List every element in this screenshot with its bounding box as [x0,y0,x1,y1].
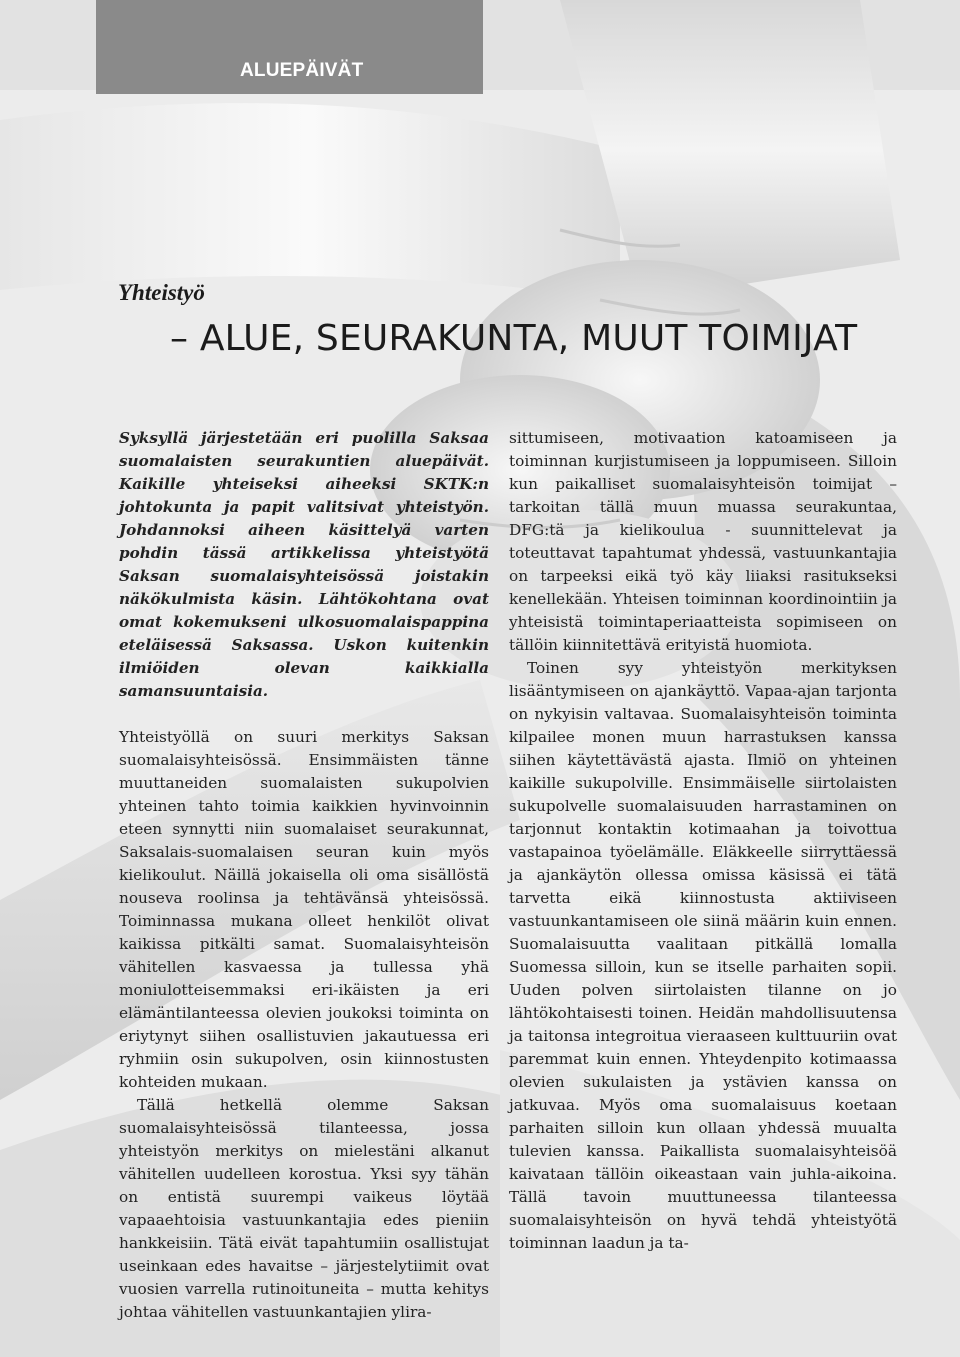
article-paragraph-2-continued: sittumiseen, motivaation katoamiseen ja toiminnan kurjistumiseen ja loppumiseen. Silloin kun paikalliset suomalaisyhteisön toimijat – tarkoitan tällä muun muassa seurakuntaa, DFG:tä ja kielikoulua - suunnittelevat ja toteuttavat tapahtumat yhdessä, vastuunkantajia on tarpeeksi eikä työ käy liiaksi rasitukseksi kenellekään. Yhteisen toiminnan koordinointiin ja yhteisistä toimintaperiaatteista sopimiseen on tällöin kiinnitettävä erityistä huomiota. [509,429,897,654]
article-column-left [119,427,489,1324]
section-label: ALUEPÄIVÄT [240,60,364,81]
article-lead: Syksyllä järjestetään eri puolilla Saksaa suomalaisten seurakuntien aluepäivät. Kaikille yhteiseksi aiheeksi SKTK:n johtokunta ja papit valitsivat yhteistyön. Johdannoksi aiheen käsittelyä varten pohdin tässä artikkelissa yhteistyötä Saksan suomalaisyhteisössä joistakin näkökulmista käsin. Lähtökohtana ovat omat kokemukseni ulkosuomalaispappina eteläisessä Saksassa. Uskon kuitenkin ilmiöiden olevan kaikkialla samansuuntaisia. [119,429,489,700]
article-paragraph-3: Toinen syy yhteistyön merkityksen lisääntymiseen on ajankäyttö. Vapaa-ajan tarjonta on nykyisin valtavaa. Suomalaisyhteisön toiminta kilpailee monen muun harrastuksen kanssa siihen käytettävästä ajasta. Ilmiö on yhteinen kaikille sukupolville. Ensimmäiselle siirtolaisten sukupolvelle suomalaisuuden harrastaminen on tarjonnut kontaktin kotimaahan ja toivottua vastapainoa työelämälle. Eläkkeelle siirryttäessä ja ajankäytön ollessa omissa käsissä ei tätä tarvetta eikä kiinnostusta aktiiviseen vastuunkantamiseen ole siinä määrin kuin ennen. Suomalaisuutta vaalitaan pitkällä lomalla Suomessa silloin, kun se itselle parhaiten sopii. Uuden polven siirtolaisten tilanne on jo lähtökohtaisesti toinen. Heidän mahdollisuutensa ja taitonsa integroitua vieraaseen kulttuuriin ovat paremmat kuin ennen. Yhteydenpito kotimaassa olevien sukulaisten ja ystävien kanssa on jatkuvaa. Myös oma suomalaisuus koetaan parhaiten silloin kun ollaan yhdessä muualta tulevien kanssa. Paikallista suomalaisyhteisöä kaivataan tällöin oikeastaan vain juhla-aikoina. Tällä tavoin muuttuneessa tilanteessa suomalaisyhteisön on hyvä tehdä yhteistyötä toiminnan laadun ja ta- [509,659,897,1252]
article-kicker: Yhteistyö [118,280,205,305]
article-paragraph-1: Yhteistyöllä on suuri merkitys Saksan suomalaisyhteisössä. Ensimmäisten tänne muuttaneiden suomalaisten sukupolvien yhteinen tahto toimia kaikkien hyvinvoinnin eteen synnytti niin suomalaiset seurakunnat, Saksalais-suomalaisen seuran kuin myös kielikoulut. Näillä jokaisella oli oma sisällöstä nouseva roolinsa ja tehtävänsä yhteisössä. Toiminnassa mukana olleet henkilöt olivat kaikissa pitkälti samat. Suomalaisyhteisön vähitellen kasvaessa ja tullessa yhä moniulotteisemmaksi eri-ikäisten ja eri elämäntilanteessa olevien joukoksi toiminta on eriytynyt siihen osallistuvien jakautuessa eri ryhmiin osin sukupolven, osin kiinnostusten kohteiden mukaan. [119,728,489,1091]
article-column-right [509,427,897,1255]
article-paragraph-2-start: Tällä hetkellä olemme Saksan suomalaisyhteisössä tilanteessa, jossa yhteistyön merkitys on mielestäni alkanut vähitellen uudelleen korostua. Yksi syy tähän on entistä suurempi vaikeus löytää vapaaehtoisia vastuunkantajia edes pieniin hankkeisiin. Tätä eivät tapahtumiin osallistujat useinkaan edes havaitse – järjestelytiimit ovat vuosien varrella rutinoituneita – mutta kehitys johtaa vähitellen vastuunkantajien ylira- [119,1096,489,1321]
article-headline: – ALUE, SEURAKUNTA, MUUT TOIMIJAT [170,318,858,359]
